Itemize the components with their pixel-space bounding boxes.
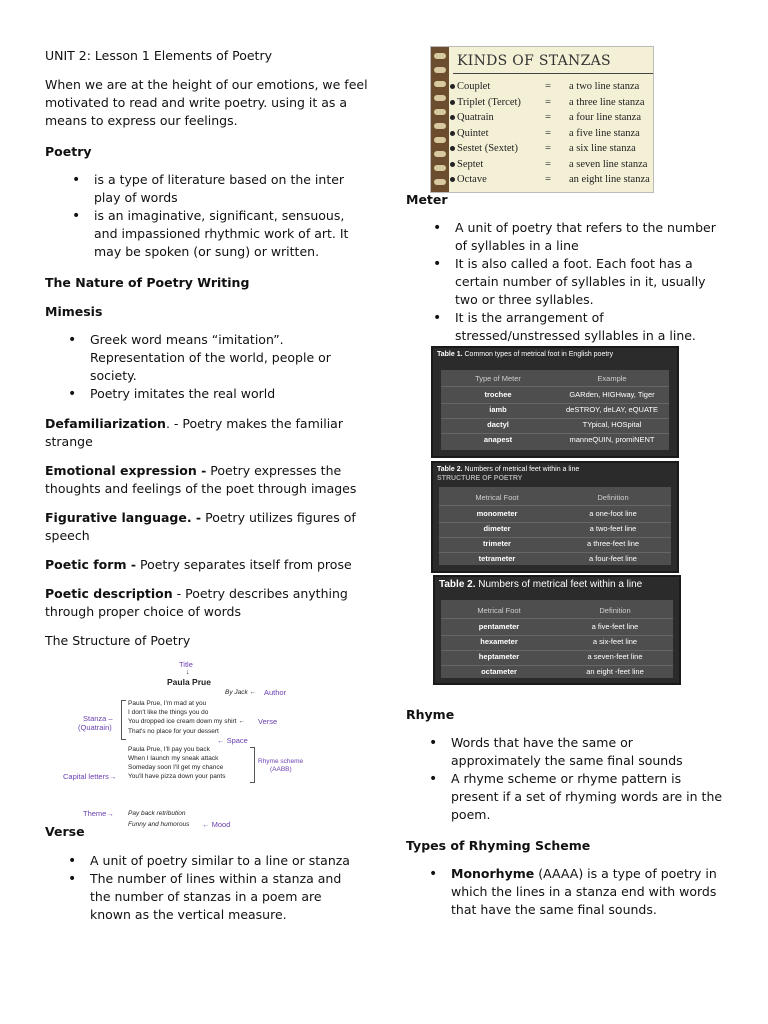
term: Figurative language. -	[45, 510, 202, 525]
term: Defamiliarization	[45, 416, 166, 431]
spiral-binding	[431, 47, 449, 192]
stanza-name: Septet	[457, 158, 484, 170]
list-item: • A rhyme scheme or rhyme pattern is present if a set of rhyming words are in the poem.	[451, 770, 726, 824]
table-cell: octameter	[481, 667, 517, 676]
definition: - Poetry describes anything through proper choice of words	[45, 586, 348, 619]
header-cell: Type of Meter	[475, 374, 521, 383]
stanzas-title: KINDS OF STANZAS	[457, 53, 611, 69]
poem-line: Paula Prue, I'm mad at you	[128, 700, 207, 707]
equals-sign: =	[545, 174, 551, 185]
header-cell: Example	[597, 374, 627, 383]
list-item: • A unit of poetry similar to a line or stanza	[90, 852, 365, 870]
poetry-list	[94, 171, 354, 261]
bullet-icon	[450, 162, 455, 167]
emotional-paragraph	[45, 462, 365, 498]
stanza-definition: a three line stanza	[569, 96, 645, 108]
table-cell: trochee	[484, 390, 512, 399]
table-cell: a five-feet line	[591, 622, 639, 631]
stanza-name: Quintet	[457, 127, 489, 139]
list-item: • The number of lines within a stanza and the number of stanzas in a poem are known as the vertical measure.	[90, 870, 365, 924]
table-grid	[441, 600, 673, 678]
poem-line: I don't like the things you do	[128, 709, 209, 716]
meter-heading: Meter	[406, 192, 448, 207]
list-item	[451, 865, 726, 919]
stanza-name: Couplet	[457, 81, 491, 92]
rhyme-scheme-label: Rhyme scheme	[258, 758, 304, 765]
bullet-icon	[450, 84, 455, 89]
equals-sign: =	[545, 112, 551, 123]
stanza-definition: a two line stanza	[569, 81, 640, 92]
table-cell: deSTROY, deLAY, eQUATE	[566, 405, 658, 414]
table-cell: TYpical, HOSpital	[582, 420, 642, 429]
table-cell: tetrameter	[478, 554, 516, 563]
types-list	[451, 865, 726, 919]
quatrain-label: (Quatrain)	[78, 723, 112, 732]
meter-list	[455, 219, 717, 345]
header-cell: Definition	[599, 606, 631, 615]
term: Emotional expression -	[45, 463, 207, 478]
rhyme-list	[451, 734, 726, 824]
mood-label: ← Mood	[202, 820, 231, 829]
table-cell: a seven-feet line	[587, 652, 643, 661]
stanza-name: Triplet (Tercet)	[457, 96, 521, 108]
table-caption: Table 2. Numbers of metrical feet within a line	[437, 466, 580, 473]
stanza-label: Stanza –	[83, 714, 113, 723]
bracket	[121, 700, 126, 740]
table-cell: heptameter	[478, 652, 520, 661]
rhyme-heading: Rhyme	[406, 707, 455, 722]
table-cell: monometer	[476, 509, 518, 518]
capital-letters-label: Capital letters→	[63, 772, 117, 781]
figurative-paragraph	[45, 509, 365, 545]
stanza-definition: an eight line stanza	[569, 174, 650, 185]
table-cell: iamb	[489, 405, 507, 414]
table-cell: anapest	[483, 435, 513, 444]
table-cell: dimeter	[483, 524, 511, 533]
table-cell: GARden, HIGHway, Tiger	[569, 390, 655, 399]
author-label: Author	[264, 688, 287, 697]
structure-heading: The Structure of Poetry	[45, 633, 191, 648]
bullet-icon	[450, 115, 455, 120]
types-heading: Types of Rhyming Scheme	[406, 838, 591, 853]
table-grid	[439, 487, 671, 565]
verse-label: Verse	[258, 717, 278, 726]
kinds-of-stanzas-image	[430, 46, 654, 193]
overlay-text: STRUCTURE OF POETRY	[437, 475, 523, 482]
table-cell: manneQUIN, promiNENT	[569, 435, 655, 444]
stanza-definition: a four line stanza	[569, 112, 642, 123]
mood-text: Funny and humorous	[128, 821, 190, 828]
table-cell: a three-feet line	[586, 539, 640, 548]
list-item: • It is also called a foot. Each foot has a certain number of syllables in it, usually two or three syllables.	[455, 255, 717, 309]
term: Poetic description	[45, 586, 173, 601]
equals-sign: =	[545, 96, 551, 108]
term: Monorhyme	[451, 866, 535, 881]
title-label: Title	[179, 660, 193, 669]
table-cell: dactyl	[487, 420, 509, 429]
equals-sign: =	[545, 127, 551, 139]
mimesis-heading: Mimesis	[45, 304, 103, 319]
equals-sign: =	[545, 143, 551, 154]
header-cell: Definition	[597, 493, 629, 502]
arrow-icon: ↓	[186, 669, 190, 676]
defamiliarization-paragraph	[45, 415, 365, 451]
poem-line: You dropped ice cream down my shirt ←	[128, 718, 245, 725]
mimesis-list	[90, 331, 355, 403]
equals-sign: =	[545, 81, 551, 92]
list-item: • is a type of literature based on the inter play of words	[94, 171, 354, 207]
bullet-icon	[450, 100, 455, 105]
table-cell: a one-foot line	[589, 509, 637, 518]
list-item: • is an imaginative, significant, sensuous, and impassioned rhythmic work of art. It may be spoken (or sung) or written.	[94, 207, 354, 261]
list-item: • Words that have the same or approximately the same final sounds	[451, 734, 726, 770]
table-cell: a four-feet line	[589, 554, 637, 563]
metrical-feet-table-1	[431, 461, 679, 573]
header-cell: Metrical Foot	[475, 493, 519, 502]
divider	[453, 73, 653, 74]
stanza-name: Octave	[457, 174, 487, 185]
poem-line: Paula Prue, I'll pay you back	[128, 746, 210, 753]
form-paragraph	[45, 556, 375, 574]
term: Poetic form -	[45, 557, 137, 572]
table-cell: a six-feet line	[592, 637, 638, 646]
bullet-icon	[450, 146, 455, 151]
table-cell: hexameter	[480, 637, 518, 646]
stanza-definition: a six line stanza	[569, 143, 636, 154]
stanza-definition: a seven line stanza	[569, 158, 648, 170]
definition: Poetry expresses the thoughts and feelings of the poet through images	[45, 463, 357, 496]
poem-line: When I launch my sneak attack	[128, 755, 219, 762]
verse-heading: Verse	[45, 824, 85, 839]
definition: (AAAA) is a type of poetry in which the lines in a stanza end with words that have the same final sounds.	[451, 866, 717, 917]
list-item: • A unit of poetry that refers to the number of syllables in a line	[455, 219, 717, 255]
poem-line: You'll have pizza down your pants	[128, 773, 226, 780]
rhyme-scheme-sub: (AABB)	[270, 766, 292, 773]
unit-title: UNIT 2: Lesson 1 Elements of Poetry	[45, 48, 272, 63]
table-cell: a two-feet line	[589, 524, 637, 533]
metrical-foot-table	[431, 346, 679, 458]
nature-heading: The Nature of Poetry Writing	[45, 275, 250, 290]
poem-line: That's no place for your dessert	[128, 728, 219, 735]
structure-diagram	[58, 660, 312, 832]
list-item: • Greek word means “imitation”. Representation of the world, people or society.	[90, 331, 355, 385]
equals-sign: =	[545, 158, 551, 170]
stanza-name: Sestet (Sextet)	[457, 143, 518, 154]
stanza-name: Quatrain	[457, 112, 494, 123]
bullet-icon	[450, 131, 455, 136]
table-cell: pentameter	[478, 622, 520, 631]
description-paragraph	[45, 585, 365, 621]
poem-line: Someday soon I'll get my chance	[128, 764, 224, 771]
theme-label: Theme→	[83, 809, 114, 818]
intro-paragraph: When we are at the height of our emotions, we feel motivated to read and write poetry. using it as a means to express our feelings.	[45, 77, 368, 128]
bullet-icon	[450, 177, 455, 182]
stanza-definition: a five line stanza	[569, 127, 640, 139]
list-item: • It is the arrangement of stressed/unstressed syllables in a line.	[455, 309, 717, 345]
definition: Poetry utilizes figures of speech	[45, 510, 356, 543]
poetry-heading: Poetry	[45, 144, 92, 159]
bracket	[250, 747, 255, 783]
table-grid	[441, 370, 669, 450]
table-caption: Table 2. Numbers of metrical feet within a line	[439, 579, 643, 590]
definition: Poetry separates itself from prose	[136, 557, 352, 572]
definition: . - Poetry makes the familiar strange	[45, 416, 343, 449]
verse-list	[90, 852, 365, 924]
list-item: • Poetry imitates the real world	[90, 385, 355, 403]
by-line: By Jack ←	[225, 689, 257, 696]
space-label: ← Space	[217, 736, 248, 745]
header-cell: Metrical Foot	[477, 606, 521, 615]
theme-text: Pay back retribution	[128, 810, 186, 817]
table-caption: Table 1. Common types of metrical foot in English poetry	[437, 351, 614, 358]
table-cell: an eight -feet line	[586, 667, 644, 676]
metrical-feet-table-2	[433, 575, 681, 685]
poem-title: Paula Prue	[167, 677, 211, 687]
table-cell: trimeter	[483, 539, 511, 548]
